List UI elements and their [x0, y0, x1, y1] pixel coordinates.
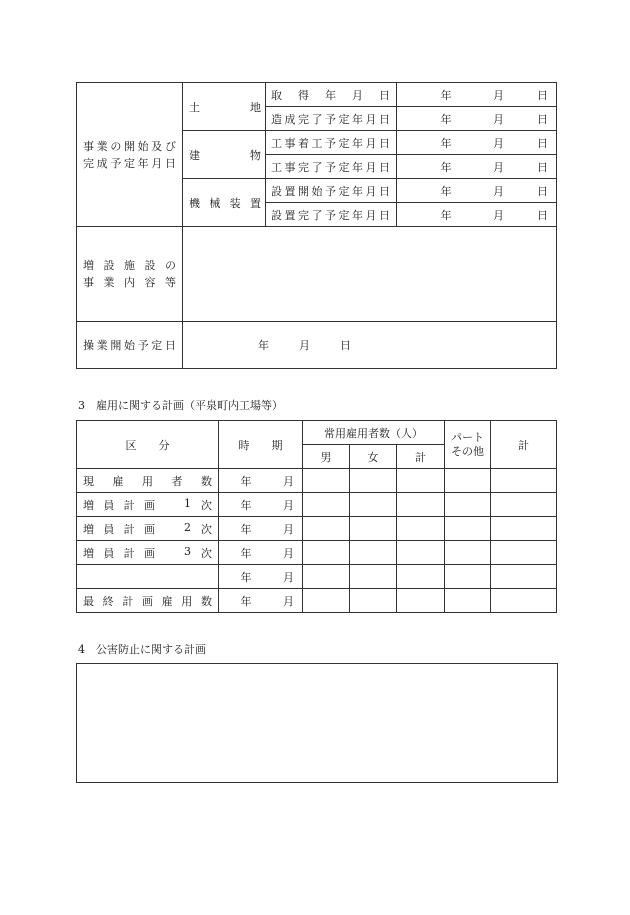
count-cell[interactable] — [303, 541, 350, 565]
period-cell[interactable] — [219, 517, 303, 541]
unit-month: 月 — [493, 88, 504, 102]
unit-month: 月 — [493, 184, 504, 198]
unit-year: 年 — [240, 498, 252, 512]
unit-month: 月 — [283, 570, 294, 584]
schedule-item-label — [266, 203, 397, 227]
unit-month: 月 — [283, 522, 294, 536]
schedule-item-text: 設 置 開 始 予 定 年 月 日 — [271, 184, 390, 198]
count-cell[interactable] — [491, 541, 557, 565]
row-label-num: 3 — [184, 544, 191, 558]
row-label — [77, 565, 219, 589]
count-cell[interactable] — [397, 541, 445, 565]
unit-month: 月 — [283, 594, 294, 608]
operation-start-label: 操 業 開 始 予 定 日 — [77, 322, 183, 369]
date-value[interactable] — [397, 131, 557, 155]
employment-row — [77, 589, 557, 613]
unit-month: 月 — [493, 160, 504, 174]
header-period: 時 期 — [219, 421, 303, 469]
expansion-content[interactable] — [183, 227, 557, 322]
unit-year: 年 — [240, 522, 252, 536]
section4-heading: 4 公害防止に関する計画 — [78, 643, 206, 656]
row-label — [77, 469, 219, 493]
header-part-line1: パート — [451, 430, 485, 444]
expansion-label — [77, 227, 183, 322]
count-cell[interactable] — [303, 517, 350, 541]
count-cell[interactable] — [350, 517, 397, 541]
header-part-line2: その他 — [451, 444, 485, 458]
expansion-label-line1: 増 設 施 設 の — [83, 259, 176, 272]
row-label-text: 増 員 計 画 — [83, 522, 155, 536]
count-cell[interactable] — [445, 541, 491, 565]
group-label-char: 置 — [249, 196, 261, 210]
group-label — [183, 179, 266, 227]
group-label-char: 地 — [250, 100, 261, 114]
unit-year: 年 — [258, 339, 269, 352]
unit-day: 日 — [340, 339, 351, 352]
count-cell[interactable] — [350, 469, 397, 493]
schedule-item-text: 工 事 完 了 予 定 年 月 日 — [271, 160, 390, 174]
schedule-item-text: 取 得 年 月 日 — [271, 88, 390, 102]
header-category: 区 分 — [77, 421, 219, 469]
expansion-label-line2: 事 業 内 容 等 — [83, 276, 176, 289]
group-label-text — [189, 195, 261, 211]
unit-day: 日 — [537, 112, 548, 126]
row-label-suffix: 次 — [201, 546, 212, 560]
unit-year: 年 — [440, 136, 452, 150]
section3-heading: 3 雇用に関する計画（平泉町内工場等） — [78, 399, 283, 412]
schedule-item-label — [266, 155, 397, 179]
unit-year: 年 — [440, 112, 452, 126]
period-cell[interactable] — [219, 589, 303, 613]
unit-month: 月 — [493, 112, 504, 126]
unit-month: 月 — [283, 474, 294, 488]
count-cell[interactable] — [397, 469, 445, 493]
operation-start-date[interactable] — [183, 322, 557, 369]
row-label-text: 増 員 計 画 — [83, 498, 155, 512]
count-cell[interactable] — [350, 541, 397, 565]
period-cell[interactable] — [219, 541, 303, 565]
schedule-item-text: 工 事 着 工 予 定 年 月 日 — [271, 136, 390, 150]
count-cell[interactable] — [397, 517, 445, 541]
schedule-item-label — [266, 83, 397, 107]
row-label-text: 最 終 計 画 雇 用 数 — [83, 594, 212, 608]
group-label — [183, 83, 266, 131]
group-label-char: 装 — [229, 196, 241, 210]
unit-month: 月 — [493, 208, 504, 222]
unit-day: 日 — [537, 88, 548, 102]
unit-month: 月 — [493, 136, 504, 150]
row-label-num: 2 — [184, 520, 191, 534]
row-label-suffix: 次 — [201, 498, 212, 512]
unit-year: 年 — [440, 208, 452, 222]
unit-year: 年 — [440, 160, 452, 174]
count-cell[interactable] — [397, 565, 445, 589]
count-cell[interactable] — [445, 517, 491, 541]
group-label-text — [189, 147, 261, 163]
employment-row — [77, 565, 557, 589]
count-cell[interactable] — [445, 589, 491, 613]
date-value[interactable] — [397, 83, 557, 107]
row-label-text: 現 雇 用 者 数 — [83, 474, 212, 488]
count-cell[interactable] — [445, 493, 491, 517]
unit-day: 日 — [537, 136, 548, 150]
date-value[interactable] — [397, 203, 557, 227]
header-male: 男 — [303, 445, 350, 469]
schedule-row — [77, 83, 557, 107]
date-value[interactable] — [397, 155, 557, 179]
schedule-item-label — [266, 179, 397, 203]
count-cell[interactable] — [303, 589, 350, 613]
count-cell[interactable] — [350, 589, 397, 613]
group-label-text — [189, 99, 261, 115]
count-cell[interactable] — [397, 493, 445, 517]
count-cell[interactable] — [303, 565, 350, 589]
row-label — [77, 493, 219, 517]
row-label — [77, 517, 219, 541]
count-cell[interactable] — [491, 565, 557, 589]
unit-month: 月 — [299, 339, 310, 352]
employment-plan-table — [76, 420, 557, 613]
schedule-item-label — [266, 107, 397, 131]
group-label-char: 械 — [209, 196, 221, 210]
row-label — [77, 541, 219, 565]
start-completion-label-line2: 完 成 予 定 年 月 日 — [83, 156, 176, 170]
header-total: 計 — [491, 421, 557, 469]
date-value[interactable] — [397, 107, 557, 131]
unit-year: 年 — [440, 184, 452, 198]
schedule-item-text: 設 置 完 了 予 定 年 月 日 — [271, 208, 390, 222]
row-label — [77, 589, 219, 613]
start-completion-label-line1: 事 業 の 開 始 及 び — [83, 139, 176, 153]
unit-year: 年 — [240, 474, 252, 488]
group-label-char: 建 — [189, 148, 200, 162]
row-label-suffix: 次 — [201, 522, 212, 536]
row-label-text: 増 員 計 画 — [83, 546, 155, 560]
row-label-num: 1 — [184, 496, 191, 510]
count-cell[interactable] — [350, 493, 397, 517]
count-cell[interactable] — [303, 493, 350, 517]
unit-day: 日 — [537, 160, 548, 174]
unit-day: 日 — [537, 184, 548, 198]
employment-row — [77, 541, 557, 565]
employment-row — [77, 469, 557, 493]
business-schedule-table — [76, 82, 557, 369]
date-value[interactable] — [397, 179, 557, 203]
header-regular-employees: 常用雇用者数（人） — [303, 421, 445, 445]
count-cell[interactable] — [491, 517, 557, 541]
schedule-item-text: 造 成 完 了 予 定 年 月 日 — [271, 112, 390, 126]
unit-day: 日 — [537, 208, 548, 222]
pollution-prevention-box[interactable] — [76, 663, 558, 783]
unit-year: 年 — [240, 546, 252, 560]
count-cell[interactable] — [350, 565, 397, 589]
period-cell[interactable] — [219, 469, 303, 493]
unit-year: 年 — [240, 570, 252, 584]
count-cell[interactable] — [445, 469, 491, 493]
unit-year: 年 — [240, 594, 252, 608]
schedule-item-label — [266, 131, 397, 155]
employment-row — [77, 493, 557, 517]
count-cell[interactable] — [491, 493, 557, 517]
unit-month: 月 — [283, 498, 294, 512]
count-cell[interactable] — [491, 469, 557, 493]
start-completion-label — [77, 83, 183, 227]
count-cell[interactable] — [303, 469, 350, 493]
count-cell[interactable] — [397, 589, 445, 613]
unit-month: 月 — [283, 546, 294, 560]
period-cell[interactable] — [219, 565, 303, 589]
unit-year: 年 — [440, 88, 452, 102]
count-cell[interactable] — [445, 565, 491, 589]
count-cell[interactable] — [491, 589, 557, 613]
group-label-char: 土 — [189, 100, 200, 114]
group-label-char: 物 — [250, 148, 261, 162]
group-label — [183, 131, 266, 179]
header-subtotal: 計 — [397, 445, 445, 469]
header-female: 女 — [350, 445, 397, 469]
employment-row — [77, 517, 557, 541]
group-label-char: 機 — [189, 196, 200, 210]
header-part-time — [445, 421, 491, 469]
period-cell[interactable] — [219, 493, 303, 517]
